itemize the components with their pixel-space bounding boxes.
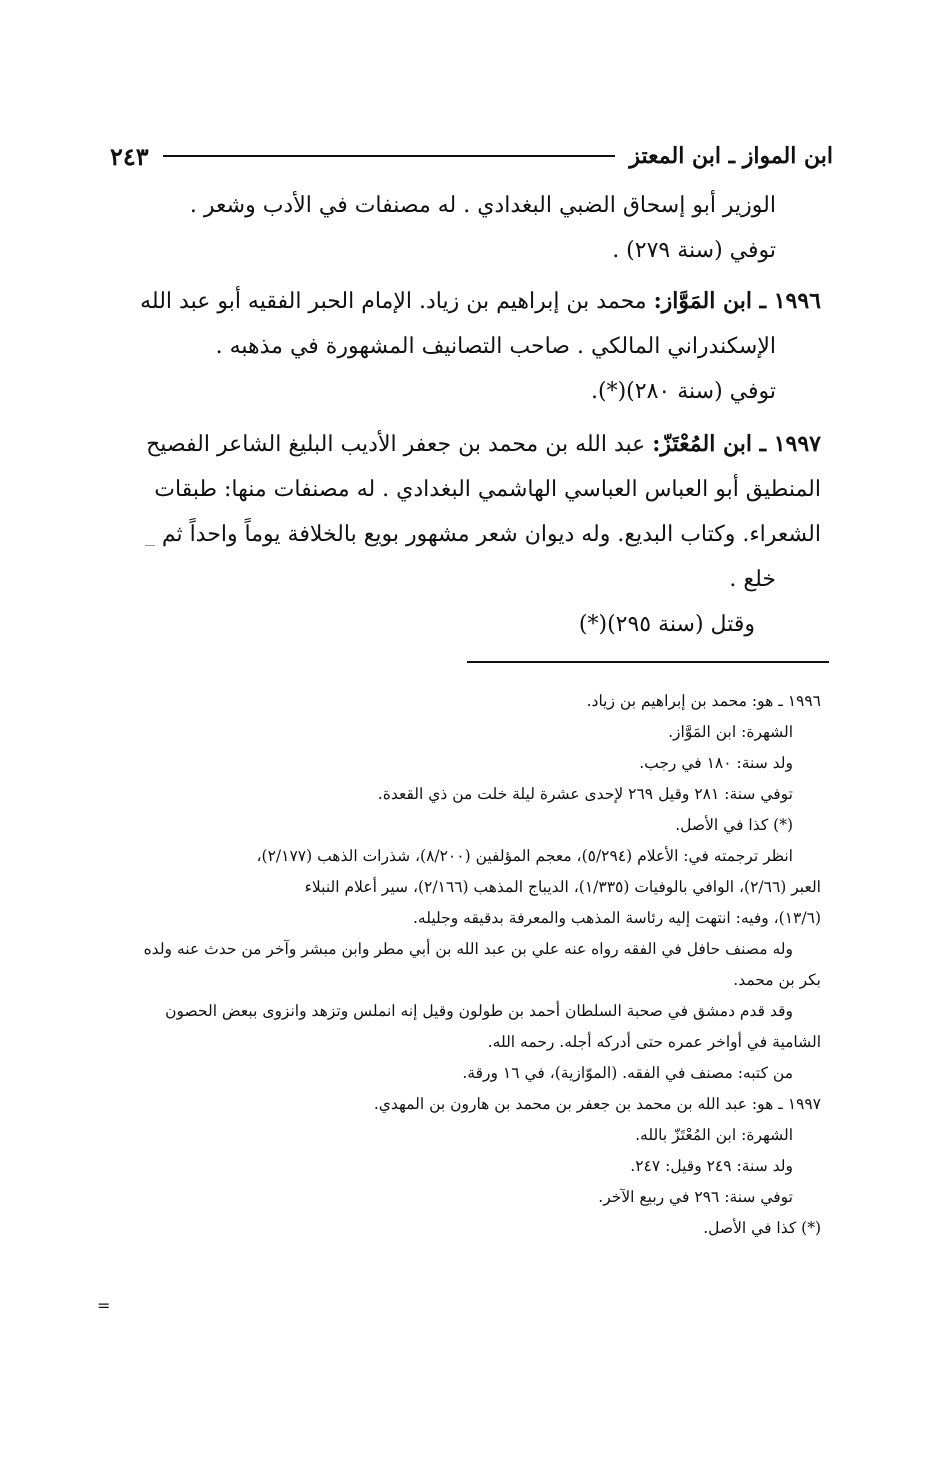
note-1996-l2: الشهرة: ابن المَوَّاز. (668, 723, 793, 741)
entry-1996-line1 (110, 279, 821, 324)
footnotes (110, 686, 821, 1244)
entry-1997-line5: وقتل (سنة ٢٩٥)(*) (578, 612, 755, 637)
entry-1997-line4: خلع . (729, 567, 776, 592)
note-1997-l1: ١٩٩٧ ـ هو: عبد الله بن محمد بن جعفر بن محمد بن هارون بن المهدي. (373, 1095, 821, 1113)
entry-1997-line2: المنطيق أبو العباس العباسي الهاشمي البغدادي . له مصنفات منها: طبقات (154, 477, 821, 502)
entry-1997-text1: عبد الله بن محمد بن جعفر الأديب البليغ الشاعر الفصيح (146, 432, 646, 457)
note-1997-l3: ولد سنة: ٢٤٩ وقيل: ٢٤٧. (630, 1157, 793, 1175)
margin-tick (145, 545, 155, 546)
entry-1997 (110, 422, 821, 647)
margin-mark: = (97, 1296, 111, 1315)
note-1997-l4: توفي سنة: ٢٩٦ في ربيع الآخر. (598, 1188, 793, 1206)
note-1996-l13: من كتبه: مصنف في الفقه. (الموّازية)، في ١٦ ورقة. (462, 1064, 793, 1082)
entry-1997-heading: ١٩٩٧ ـ ابن المُعْتَزّ: (652, 431, 821, 457)
entry-1996-line2: الإسكندراني المالكي . صاحب التصانيف المشهورة في مذهبه . (215, 334, 776, 359)
entry-1996-line3: توفي (سنة ٢٨٠)(*). (591, 379, 776, 404)
note-1996 (110, 686, 821, 1089)
running-header (110, 140, 833, 172)
note-1997 (110, 1089, 821, 1244)
header-rule (163, 155, 616, 157)
entry-1996 (110, 279, 821, 414)
note-1997-l5: (*) كذا في الأصل. (703, 1219, 821, 1237)
running-title: ابن المواز ـ ابن المعتز (629, 143, 833, 169)
note-1996-l9: وله مصنف حافل في الفقه رواه عنه علي بن عبد الله بن أبي مطر وابن مبشر وآخر من حدث عنه ولده (143, 940, 793, 958)
note-1996-l5: (*) كذا في الأصل. (675, 816, 793, 834)
note-1996-l11: وقد قدم دمشق في صحبة السلطان أحمد بن طولون وقيل إنه انملس وتزهد وانزوى ببعض الحصون (165, 1002, 793, 1020)
note-1996-l12: الشامية في أواخر عمره حتى أدركه أجله. رحمه الله. (487, 1033, 821, 1051)
continued-line: الوزير أبو إسحاق الضبي البغدادي . له مصنفات في الأدب وشعر . (189, 193, 776, 218)
entry-1997-line1 (110, 422, 821, 467)
note-1996-l3: ولد سنة: ١٨٠ في رجب. (639, 754, 793, 772)
note-1996-l6: انظر ترجمته في: الأعلام (٥/٢٩٤)، معجم المؤلفين (٨/٢٠٠)، شذرات الذهب (٢/١٧٧)، (256, 847, 793, 865)
entry-1996-text1: محمد بن إبراهيم بن زياد. الإمام الحبر الفقيه أبو عبد الله (140, 289, 647, 314)
note-1996-l10: بكر بن محمد. (733, 971, 821, 989)
entry-1996-heading: ١٩٩٦ ـ ابن المَوَّاز: (653, 288, 821, 314)
note-1996-l8: (١٣/٦)، وفيه: انتهت إليه رئاسة المذهب والمعرفة بدقيقه وجليله. (412, 909, 821, 927)
note-1996-l4: توفي سنة: ٢٨١ وقيل ٢٦٩ لإحدى عشرة ليلة خلت من ذي القعدة. (377, 785, 793, 803)
main-text (110, 183, 821, 647)
note-1996-l1: ١٩٩٦ ـ هو: محمد بن إبراهيم بن زياد. (586, 692, 821, 710)
note-1996-l7: العبر (٢/٦٦)، الوافي بالوفيات (١/٣٣٥)، الديباج المذهب (٢/١٦٦)، سير أعلام النبلاء (304, 878, 821, 896)
footnote-separator (467, 661, 829, 663)
continued-death-line: توفي (سنة ٢٧٩) . (612, 238, 776, 263)
note-1997-l2: الشهرة: ابن المُعْتَزّ بالله. (635, 1126, 793, 1144)
entry-1997-line3: الشعراء. وكتاب البديع. وله ديوان شعر مشهور بويع بالخلافة يوماً واحداً ثم (161, 522, 821, 547)
page-number: ٢٤٣ (110, 141, 149, 171)
